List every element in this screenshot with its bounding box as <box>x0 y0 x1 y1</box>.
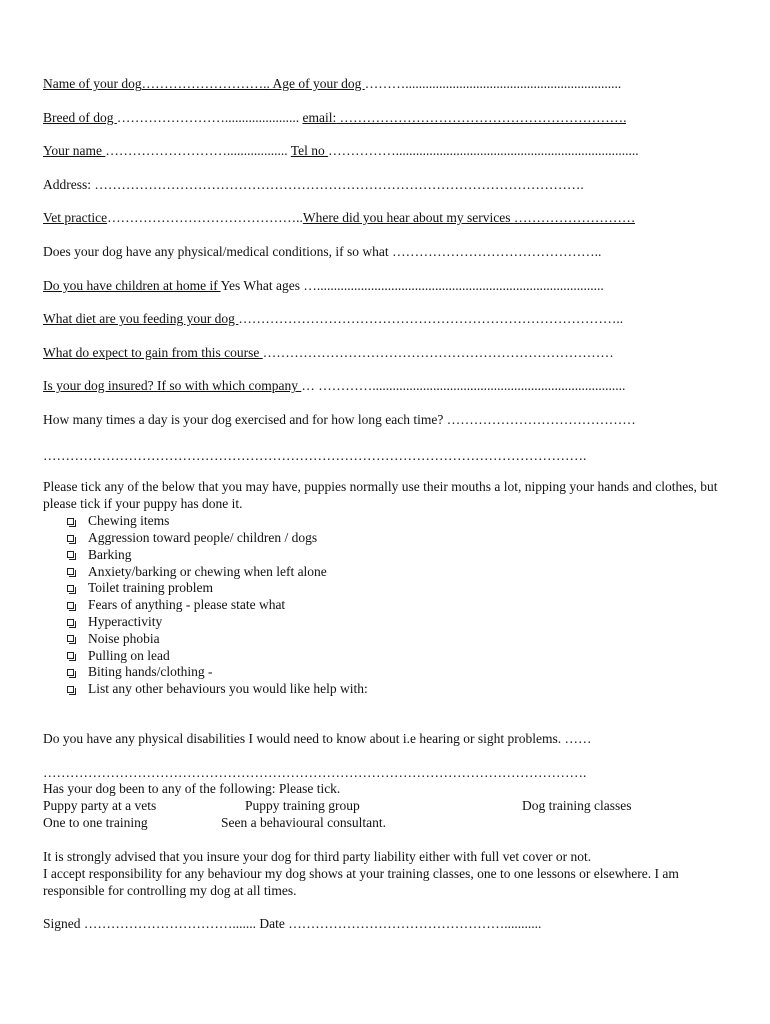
hear-field[interactable]: ……………………… <box>513 210 636 225</box>
checklist-item[interactable] <box>67 563 368 580</box>
vet-label: Vet practice <box>43 210 108 225</box>
dog-name-field[interactable]: ……………………….. <box>141 76 270 91</box>
age-label: Age of your dog <box>269 76 365 91</box>
checklist-item[interactable] <box>67 530 368 547</box>
checkbox-icon[interactable] <box>67 686 74 693</box>
address-row <box>43 177 584 194</box>
medical-row <box>43 244 601 261</box>
your-name-row <box>43 143 639 160</box>
option-puppy-training-group[interactable]: Puppy training group <box>245 798 360 813</box>
medical-label: Does your dog have any physical/medical conditions, if so what <box>43 244 393 259</box>
email-label: email: <box>302 110 337 125</box>
signed-label: Signed <box>43 916 84 931</box>
insured-field[interactable]: … …………........................................................................... <box>301 378 626 393</box>
vet-row <box>43 210 635 227</box>
diet-field[interactable]: ………………………………………………………………………….. <box>238 311 624 326</box>
checkbox-icon[interactable] <box>67 619 74 626</box>
insured-label: Is your dog insured? If so with which company <box>43 378 302 393</box>
gain-field[interactable]: …………………………………………………………………… <box>262 345 614 360</box>
dog-name-label: Name of your dog <box>43 76 142 91</box>
checklist-item[interactable] <box>67 664 368 681</box>
checklist-item-label: Noise phobia <box>88 630 160 646</box>
checkbox-icon[interactable] <box>67 585 74 592</box>
checkbox-icon[interactable] <box>67 652 74 659</box>
checklist-item[interactable] <box>67 681 368 698</box>
age-field[interactable]: ………................................................................ <box>364 76 622 91</box>
breed-row <box>43 110 626 127</box>
tel-field[interactable]: ……………........................................................................ <box>328 143 639 158</box>
checkbox-icon[interactable] <box>67 518 74 525</box>
option-behavioural-consultant[interactable]: Seen a behavioural consultant. <box>221 815 386 830</box>
checklist-item-label: Chewing items <box>88 513 170 529</box>
breed-label: Breed of dog <box>43 110 117 125</box>
email-field[interactable]: ………………………………………………………. <box>336 110 627 125</box>
children-row <box>43 278 604 295</box>
exercise-field[interactable]: …………………………………… <box>446 412 636 427</box>
responsibility-statement: I accept responsibility for any behaviour my dog shows at your training classes, one to one lessons or elsewhere. I am responsible for controlling my dog at all times. <box>43 866 679 898</box>
checklist-item-label: Pulling on lead <box>88 647 170 663</box>
option-one-to-one[interactable]: One to one training <box>43 815 148 830</box>
exercise-label: How many times a day is your dog exercised and for how long each time? <box>43 412 447 427</box>
date-field[interactable]: …………………………………………........... <box>288 916 542 931</box>
checklist-item[interactable] <box>67 614 368 631</box>
children-label: Do you have children at home if <box>43 278 221 293</box>
checklist-item[interactable] <box>67 547 368 564</box>
checklist-item[interactable] <box>67 647 368 664</box>
checkbox-icon[interactable] <box>67 568 74 575</box>
hear-label: Where did you hear about my services <box>302 210 514 225</box>
checkbox-icon[interactable] <box>67 551 74 558</box>
option-dog-training-classes[interactable]: Dog training classes <box>522 798 632 813</box>
checkbox-icon[interactable] <box>67 602 74 609</box>
checklist-item-label: Hyperactivity <box>88 613 163 629</box>
children-field[interactable]: Yes What ages …..................................................................................... <box>220 278 604 293</box>
checklist-item[interactable] <box>67 631 368 648</box>
medical-field[interactable]: ……………………………………….. <box>392 244 602 259</box>
classes-question: Has your dog been to any of the following: Please tick. <box>43 781 341 796</box>
signed-field[interactable]: ……………………………....... <box>83 916 257 931</box>
checklist-item-label: Biting hands/clothing - <box>88 664 213 680</box>
date-label: Date <box>256 916 289 931</box>
your-name-label: Your name <box>43 143 106 158</box>
disabilities-question: Do you have any physical disabilities I would need to know about i.e hearing or sight problems. …… <box>43 731 592 746</box>
behaviour-checklist <box>67 513 368 698</box>
option-puppy-party[interactable]: Puppy party at a vets <box>43 798 157 813</box>
disabilities-field[interactable]: …………………………………………………………………………………………………………. <box>43 765 587 780</box>
checklist-item[interactable] <box>67 597 368 614</box>
checklist-item-label: Fears of anything - please state what <box>88 597 286 613</box>
diet-label: What diet are you feeding your dog <box>43 311 239 326</box>
gain-label: What do expect to gain from this course <box>43 345 263 360</box>
diet-row <box>43 311 623 328</box>
dog-name-row <box>43 76 621 93</box>
exercise-continuation-field[interactable]: …………………………………………………………………………………………………………. <box>43 448 587 463</box>
checklist-item-label: Toilet training problem <box>88 580 214 596</box>
exercise-row <box>43 412 636 429</box>
checklist-item-label: Anxiety/barking or chewing when left alone <box>88 563 327 579</box>
checkbox-icon[interactable] <box>67 535 74 542</box>
checklist-item-label: List any other behaviours you would like help with: <box>88 681 368 697</box>
insurance-note: It is strongly advised that you insure your dog for third party liability either with full vet cover or not. <box>43 849 592 864</box>
insured-row <box>43 378 625 395</box>
checkbox-icon[interactable] <box>67 669 74 676</box>
checkbox-icon[interactable] <box>67 635 74 642</box>
your-name-field[interactable]: ……………………….................. <box>105 143 291 158</box>
signature-row <box>43 916 541 933</box>
address-label: Address: <box>43 177 95 192</box>
checklist-item-label: Barking <box>88 546 132 562</box>
checklist-item[interactable] <box>67 580 368 597</box>
checklist-item-label: Aggression toward people/ children / dogs <box>88 529 318 545</box>
tel-label: Tel no <box>290 143 329 158</box>
address-field[interactable]: ………………………………………………………………………………………………. <box>94 177 584 192</box>
behaviour-intro: Please tick any of the below that you may have, puppies normally use their mouths a lot, nipping your hands and clothes, but please tick if your puppy has done it. <box>43 479 718 511</box>
checklist-item[interactable] <box>67 513 368 530</box>
breed-field[interactable]: ……………………...................... <box>116 110 303 125</box>
gain-row <box>43 345 614 362</box>
vet-field[interactable]: …………………………………….. <box>107 210 303 225</box>
